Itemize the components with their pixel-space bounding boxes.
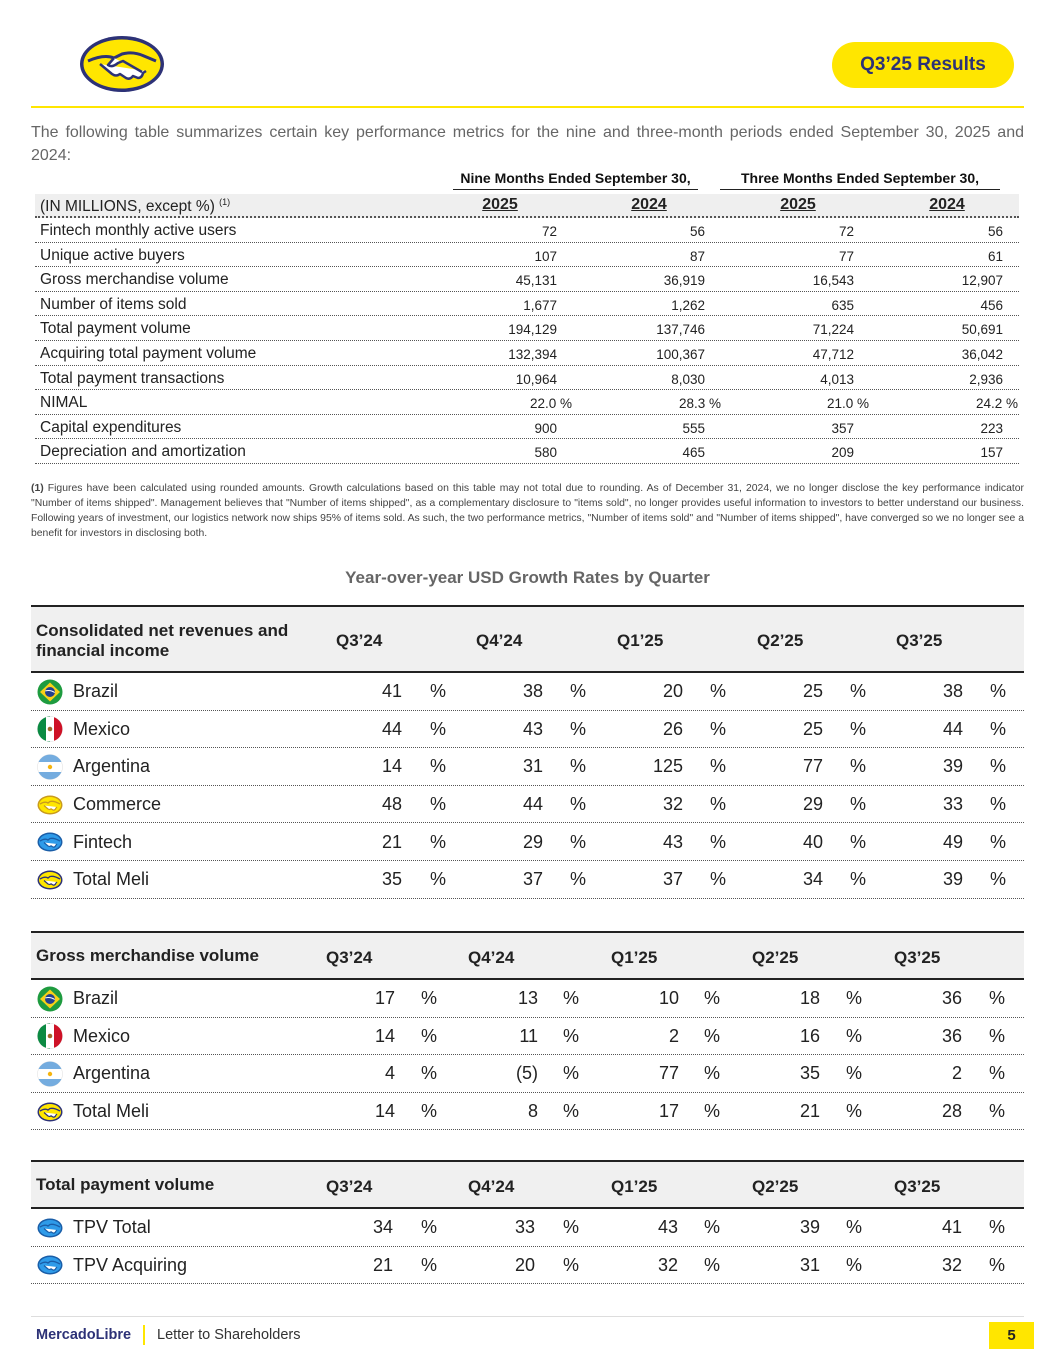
percent-sign: % [704,1101,721,1122]
percent-sign: % [430,756,447,777]
percent-sign: % [430,869,447,890]
table-row [35,292,1019,317]
growth-value: 17 [374,988,395,1009]
meli-handshake-icon [37,867,63,893]
percent-sign: % [430,831,447,852]
metric-value: 77 [838,248,854,264]
quarter-header: Q3’24 [326,1176,373,1196]
percent-sign: % [570,869,587,890]
growth-value: 41 [381,681,402,702]
growth-value: 36 [941,1025,962,1046]
growth-value: 11 [519,1025,538,1046]
metric-value: 900 [534,420,557,436]
row-label: Total Meli [73,1101,150,1122]
growth-value: 43 [522,718,543,739]
growth-value: 40 [802,831,823,852]
tpv-growth-table [31,1160,1024,1284]
percent-sign: % [421,1254,438,1275]
growth-value: 16 [799,1025,820,1046]
metric-value: 45,131 [515,273,557,289]
table-row [31,1055,1024,1093]
quarter-header: Q1’25 [611,947,658,967]
growth-value: 4 [384,1063,395,1084]
fintech-handshake-icon [37,1252,63,1278]
percent-sign: % [710,718,727,739]
percent-sign: % [421,1063,438,1084]
table-row [35,415,1019,440]
mercadolibre-logo [78,34,166,94]
row-label: Brazil [73,681,119,702]
growth-value: 34 [372,1217,393,1238]
percent-sign: % [704,1254,721,1275]
growth-value: 36 [941,988,962,1009]
argentina-flag-icon [37,1061,63,1087]
percent-sign: % [704,1025,721,1046]
footer-text: Letter to Shareholders [157,1327,301,1343]
metric-value: 1,677 [523,297,557,313]
table-row [35,267,1019,292]
percent-sign: % [421,1217,438,1238]
row-label: Fintech [73,831,133,852]
quarter-header: Q3’25 [894,1176,941,1196]
percent-sign: % [421,1025,438,1046]
brazil-flag-icon [37,679,63,705]
metric-value: 194,129 [508,322,557,338]
table-row [31,1247,1024,1285]
percent-sign: % [990,831,1007,852]
percent-sign: % [704,1063,721,1084]
row-label: TPV Total [73,1217,151,1238]
intro-paragraph: The following table summarizes certain key performance metrics for the nine and three-month periods ended September 30, 2025 and 2024: [31,124,1024,164]
percent-sign: % [563,1101,580,1122]
group-header-nine-months: Nine Months Ended September 30, [453,170,698,190]
growth-value: 49 [942,831,963,852]
quarter-header: Q3’25 [894,947,941,967]
quarter-header: Q1’25 [617,631,664,650]
meli-handshake-icon [37,1099,63,1125]
quarter-header: Q2’25 [752,947,799,967]
growth-value: 34 [802,869,823,890]
growth-value: 14 [374,1025,395,1046]
percent-sign: % [989,988,1006,1009]
percent-sign: % [570,756,587,777]
unit-label: (IN MILLIONS, except %) $^{(1)}$ [40,197,231,216]
row-label: Brazil [73,988,119,1009]
net-revenues-growth-table [31,605,1024,899]
growth-value: 31 [799,1254,820,1275]
metric-value: 107 [534,248,557,264]
growth-value: 20 [514,1254,535,1275]
table-row [31,1093,1024,1131]
table-row [31,823,1024,861]
table-row [31,861,1024,899]
metric-value: 209 [831,445,854,461]
page-number: 5 [989,1322,1034,1349]
row-label: TPV Acquiring [73,1254,188,1275]
percent-sign: % [990,794,1007,815]
metric-value: 36,919 [663,273,705,289]
growth-value: 8 [527,1101,538,1122]
percent-sign: % [710,831,727,852]
growth-value: 37 [662,869,683,890]
footnote: (1) Figures have been calculated using rounded amounts. Growth calculations based on this table may not total due to rounding. As of December 31, 2024, we no longer disclose the key performance indicator "Number of items shipped". Management believes that "Number of items shipped", as a complementary disclosure to "items sold", no longer provides useful information to investors to better understand our business. Following years of investment, our logistics network now ships 95% of items sold. As such, the two performance metrics, "Number of items sold" and "Number of items shipped", have converged so we no longer see a benefit for investors in disclosing both. [31,483,1024,539]
row-label: Argentina [73,756,151,777]
metric-value: 24.2 % [975,396,1018,412]
footer-brand: MercadoLibre [36,1327,132,1343]
metric-value: 72 [838,224,854,239]
percent-sign: % [570,831,587,852]
table-row [35,439,1019,464]
percent-sign: % [563,1025,580,1046]
growth-value: 38 [942,681,963,702]
percent-sign: % [421,1101,438,1122]
metric-label: NIMAL [40,394,88,412]
growth-value: 10 [658,988,679,1009]
growth-value: 35 [381,869,402,890]
growth-section-title: Year-over-year USD Growth Rates by Quarter [345,568,710,587]
row-label: Mexico [73,1025,131,1046]
percent-sign: % [710,794,727,815]
growth-value: 31 [522,756,543,777]
percent-sign: % [704,988,721,1009]
percent-sign: % [850,718,867,739]
percent-sign: % [850,831,867,852]
metric-value: 28.3 % [678,396,721,412]
growth-value: 2 [668,1025,679,1046]
quarter-header: Q2’25 [752,1176,799,1196]
row-label: Mexico [73,718,131,739]
metric-value: 50,691 [961,322,1003,338]
table-row [31,748,1024,786]
metric-label: Unique active buyers [40,246,185,264]
metric-value: 61 [987,248,1003,264]
table-row [31,1209,1024,1247]
growth-value: 29 [802,794,823,815]
growth-value: 28 [941,1101,962,1122]
growth-value: 125 [652,756,683,777]
year-header: 2025 [780,196,816,213]
metric-value: 1,262 [671,297,705,313]
metric-value: 56 [689,224,705,239]
metric-label: Gross merchandise volume [40,271,229,289]
argentina-flag-icon [37,754,63,780]
metric-value: 56 [987,224,1003,239]
metric-value: 157 [980,445,1003,461]
growth-value: 29 [522,831,543,852]
table-row [35,341,1019,366]
growth-value: 43 [662,831,683,852]
metric-value: 72 [541,224,557,239]
quarter-header: Q3’24 [336,631,383,650]
metric-value: 2,936 [969,371,1003,387]
percent-sign: % [846,988,863,1009]
percent-sign: % [710,756,727,777]
header-divider [31,106,1024,108]
table-title: Total payment volume [36,1175,215,1194]
percent-sign: % [850,756,867,777]
group-header-three-months: Three Months Ended September 30, [720,170,1000,190]
metric-value: 100,367 [656,346,705,362]
row-label: Commerce [73,794,162,815]
table-row [35,366,1019,391]
table-title: Consolidated net revenues and financial income [36,621,289,660]
metric-value: 132,394 [508,346,557,362]
quarter-header: Q1’25 [611,1176,658,1196]
growth-value: 77 [658,1063,679,1084]
growth-value: 32 [941,1254,962,1275]
growth-value: 33 [514,1217,535,1238]
growth-value: 20 [662,681,683,702]
fintech-handshake-icon [37,829,63,855]
percent-sign: % [989,1101,1006,1122]
metric-value: 357 [831,420,854,436]
metric-label: Total payment volume [40,320,191,338]
growth-value: 38 [522,681,543,702]
metric-value: 21.0 % [826,396,869,412]
metric-value: 580 [534,445,557,461]
quarter-header: Q4’24 [468,947,515,967]
metric-value: 87 [689,248,705,264]
year-header: 2025 [482,196,518,213]
growth-value: 44 [522,794,543,815]
metric-value: 71,224 [812,322,854,338]
growth-value: 17 [658,1101,679,1122]
percent-sign: % [990,869,1007,890]
metric-label: Capital expenditures [40,418,182,436]
percent-sign: % [563,1217,580,1238]
metric-value: 47,712 [812,346,854,362]
table-row [35,316,1019,341]
growth-value: 37 [522,869,543,890]
growth-value: 14 [381,756,402,777]
quarter-header: Q2’25 [757,631,804,650]
metric-value: 456 [980,297,1003,313]
growth-value: 21 [799,1101,820,1122]
kpi-header-row [35,194,1019,218]
footer-separator [143,1325,145,1345]
metric-value: 8,030 [671,371,705,387]
metric-value: 635 [831,297,854,313]
table-row [31,786,1024,824]
percent-sign: % [989,1025,1006,1046]
metric-value: 4,013 [820,371,854,387]
percent-sign: % [704,1217,721,1238]
commerce-handshake-icon [37,792,63,818]
metric-value: 16,543 [812,273,854,289]
metric-value: 555 [682,420,705,436]
quarter-header: Q3’24 [326,947,373,967]
percent-sign: % [846,1254,863,1275]
percent-sign: % [570,794,587,815]
percent-sign: % [710,869,727,890]
growth-value: 14 [374,1101,395,1122]
metric-label: Acquiring total payment volume [40,344,257,362]
table-row [35,243,1019,268]
percent-sign: % [989,1254,1006,1275]
growth-value: 32 [662,794,683,815]
row-label: Total Meli [73,869,150,890]
percent-sign: % [989,1063,1006,1084]
brazil-flag-icon [37,986,63,1012]
table-title: Gross merchandise volume [36,946,259,965]
percent-sign: % [563,1254,580,1275]
percent-sign: % [430,794,447,815]
growth-value: 44 [381,718,402,739]
mexico-flag-icon [37,716,63,742]
table-row [35,218,1019,243]
growth-value: 32 [657,1254,678,1275]
growth-value: 39 [942,756,963,777]
percent-sign: % [430,681,447,702]
growth-value: 33 [942,794,963,815]
metric-value: 465 [682,445,705,461]
row-label: Argentina [73,1063,151,1084]
year-header: 2024 [929,196,965,213]
table-row [31,1018,1024,1056]
table-header-row [31,1160,1024,1209]
table-row [31,980,1024,1018]
growth-value: 48 [381,794,402,815]
gmv-growth-table [31,931,1024,1130]
growth-value: 35 [799,1063,820,1084]
year-header: 2024 [631,196,667,213]
percent-sign: % [850,869,867,890]
growth-value: 26 [662,718,683,739]
metric-value: 137,746 [656,322,705,338]
percent-sign: % [430,718,447,739]
percent-sign: % [846,1217,863,1238]
percent-sign: % [990,756,1007,777]
percent-sign: % [990,718,1007,739]
metric-label: Number of items sold [40,295,187,313]
kpi-table [35,170,1019,464]
growth-value: 21 [372,1254,393,1275]
percent-sign: % [846,1063,863,1084]
percent-sign: % [989,1217,1006,1238]
growth-value: 39 [799,1217,820,1238]
percent-sign: % [563,988,580,1009]
growth-value: 39 [942,869,963,890]
percent-sign: % [846,1025,863,1046]
quarter-header: Q4’24 [476,631,523,650]
metric-value: 36,042 [961,346,1003,362]
results-badge: Q3’25 Results [832,42,1014,88]
growth-value: 18 [799,988,820,1009]
metric-value: 10,964 [515,371,557,387]
growth-value: 77 [802,756,823,777]
quarter-header: Q3’25 [896,631,943,650]
growth-value: 2 [951,1063,962,1084]
growth-value: 13 [517,988,538,1009]
growth-value: 41 [941,1217,962,1238]
metric-label: Depreciation and amortization [40,443,246,461]
percent-sign: % [850,681,867,702]
percent-sign: % [990,681,1007,702]
metric-label: Fintech monthly active users [40,222,237,239]
quarter-header: Q4’24 [468,1176,515,1196]
table-header-row [31,605,1024,673]
growth-value: (5) [516,1063,538,1084]
metric-value: 12,907 [961,273,1003,289]
percent-sign: % [850,794,867,815]
percent-sign: % [563,1063,580,1084]
mexico-flag-icon [37,1023,63,1049]
percent-sign: % [846,1101,863,1122]
metric-value: 223 [980,420,1003,436]
percent-sign: % [421,988,438,1009]
metric-value: 22.0 % [529,396,572,412]
growth-value: 25 [802,681,823,702]
table-row [31,711,1024,749]
percent-sign: % [710,681,727,702]
growth-value: 21 [381,831,402,852]
percent-sign: % [570,681,587,702]
table-row [31,673,1024,711]
growth-value: 44 [942,718,963,739]
table-header-row [31,931,1024,980]
percent-sign: % [570,718,587,739]
growth-value: 43 [657,1217,678,1238]
footnote-ref: (1) [219,197,231,207]
fintech-handshake-icon [37,1215,63,1241]
growth-value: 25 [802,718,823,739]
table-row [35,390,1019,415]
metric-label: Total payment transactions [40,369,225,387]
footer-divider [31,1316,1024,1317]
